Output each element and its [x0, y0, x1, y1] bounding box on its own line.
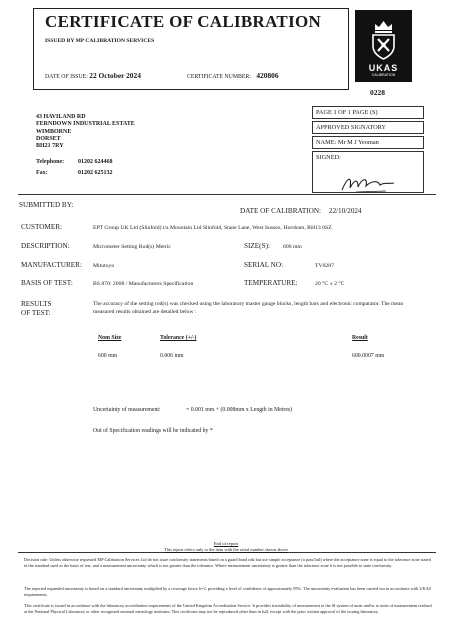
column-header: Result	[352, 335, 368, 341]
footer-paragraph: Decision rule: Unless otherwise requested MP Calibration Services Ltd do not issue conformity statements based on a guard band risk but use simple acceptance (a pass/fail) where the acceptance zone is equal to the tolerance zone stated in the standard used as the basis of test, and a measurement uncertainty which is not greater than the tolerance. Where measurement uncertainty is greater than the tolerance zone it is not possible to state conformity.	[24, 557, 431, 568]
results-label	[21, 300, 52, 318]
signed-cell	[312, 151, 424, 193]
date-of-calibration-label: DATE OF CALIBRATION:	[240, 207, 322, 215]
temperature-label: TEMPERATURE:	[244, 279, 298, 287]
temperature-value: 20 °C ± 2 °C	[315, 281, 345, 287]
ukas-lab-number: 0228	[370, 88, 385, 97]
date-of-calibration-value: 22/10/2024	[328, 207, 362, 215]
manufacturer-label: MANUFACTURER:	[21, 261, 82, 269]
issued-by: ISSUED BY MP CALIBRATION SERVICES	[45, 38, 155, 44]
description-label: DESCRIPTION:	[21, 242, 70, 250]
date-of-calibration	[240, 207, 362, 215]
signatory-box	[312, 106, 424, 195]
basis-label: BASIS OF TEST:	[21, 279, 73, 287]
results-label-line: RESULTS	[21, 300, 52, 308]
telephone-value: 01202 624468	[78, 159, 113, 165]
signed-label: SIGNED:	[316, 154, 341, 161]
customer-value: EPT Group UK Ltd (Slinfold) t/a Mountain Ltd Slinfold, Stane Lane, West Sussex, Horsham, RH13 0SZ	[93, 225, 332, 231]
size-label: SIZE(S):	[244, 242, 270, 250]
address-line: FERNDOWN INDUSTRIAL ESTATE	[36, 121, 135, 128]
footer-note: This report refers only to the item with the serial number shown above	[164, 547, 288, 552]
lab-address	[36, 114, 135, 150]
certificate-title: CERTIFICATE OF CALIBRATION	[45, 12, 322, 31]
table-cell: 600 mm	[98, 353, 118, 359]
uncertainty	[93, 407, 292, 413]
footer-divider	[18, 552, 436, 553]
signatory-name: NAME: Mr M J Yeoman	[312, 136, 424, 149]
approved-signatory: APPROVED SIGNATORY	[312, 121, 424, 134]
certificate-number-label: CERTIFICATE NUMBER:	[187, 74, 251, 80]
basis-value: BS 870: 2008 / Manufacturers Specification	[93, 281, 194, 287]
date-of-issue-value: 22 October 2024	[89, 71, 141, 80]
end-of-report: End of report	[213, 541, 239, 546]
fax-label: Fax:	[36, 169, 48, 176]
results-label-line: OF TEST:	[21, 309, 51, 317]
address-line: BH21 7RY	[36, 143, 64, 150]
out-of-spec-note: Out of Specification readings will be indicated by *	[93, 428, 213, 434]
serial-label: SERIAL NO:	[244, 261, 284, 269]
footer-paragraph: This certificate is issued in accordance with the laboratory accreditation requirements of the United Kingdom Accreditation Service. It provides traceability of measurement to the SI system of units and/or to units of measurement realised at the National Physical Laboratory or other recognised national metrology institutes. This certificate may not be reproduced other than in full, except with the prior written approval of the issuing laboratory.	[24, 603, 432, 614]
section-divider	[18, 194, 436, 195]
uncertainty-label: Uncertainty of measurement:	[93, 407, 161, 413]
table-cell: 600.0007 mm	[352, 353, 385, 359]
lab-contact	[36, 157, 113, 178]
address-line: 43 HAVILAND RD	[36, 114, 86, 120]
telephone-label: Telephone:	[36, 159, 65, 165]
page-count: PAGE 1 OF 1 PAGE (S)	[312, 106, 424, 119]
manufacturer-value: Mitutoyo	[93, 263, 115, 269]
size-value: 600 mm	[283, 244, 302, 250]
certificate-number-value: 420806	[256, 71, 279, 80]
address-line: WIMBORNE	[36, 128, 72, 135]
uncertainty-value: = 0.001 mm + (0.008mm x Length in Metres)	[186, 407, 293, 413]
customer-label: CUSTOMER:	[21, 223, 63, 231]
date-of-issue	[45, 71, 141, 80]
address-line: DORSET	[36, 135, 61, 142]
column-header: Nom Size	[98, 335, 122, 341]
table-cell: 0.006 mm	[160, 353, 184, 359]
column-header: Tolerance (+/-)	[160, 335, 197, 341]
fax-value: 01202 625132	[78, 169, 113, 176]
ukas-text: UKAS	[368, 63, 399, 73]
submitted-by-label: SUBMITTED BY:	[19, 201, 74, 209]
ukas-subtext: CALIBRATION	[371, 73, 396, 77]
footer-paragraph: The reported expanded uncertainty is based on a standard uncertainty multiplied by a coverage factor k=2, providing a level of confidence of approximately 95%. The uncertainty evaluation has been carried out in accordance with UKAS requirements.	[24, 586, 432, 597]
date-of-issue-label: DATE OF ISSUE:	[45, 74, 88, 80]
serial-value: TV0287	[315, 263, 334, 269]
description-value: Micrometer Setting Rod(s) Metric	[93, 244, 171, 250]
results-paragraph: The accuracy of the setting rod(s) was checked using the laboratory master gauge blocks, length bars and electronic comparator. The mean measured results obtained are detailed below :	[93, 301, 404, 315]
certificate-number	[187, 71, 279, 80]
signature-image	[338, 172, 398, 196]
crown-icon	[371, 18, 396, 60]
ukas-logo	[355, 10, 412, 82]
